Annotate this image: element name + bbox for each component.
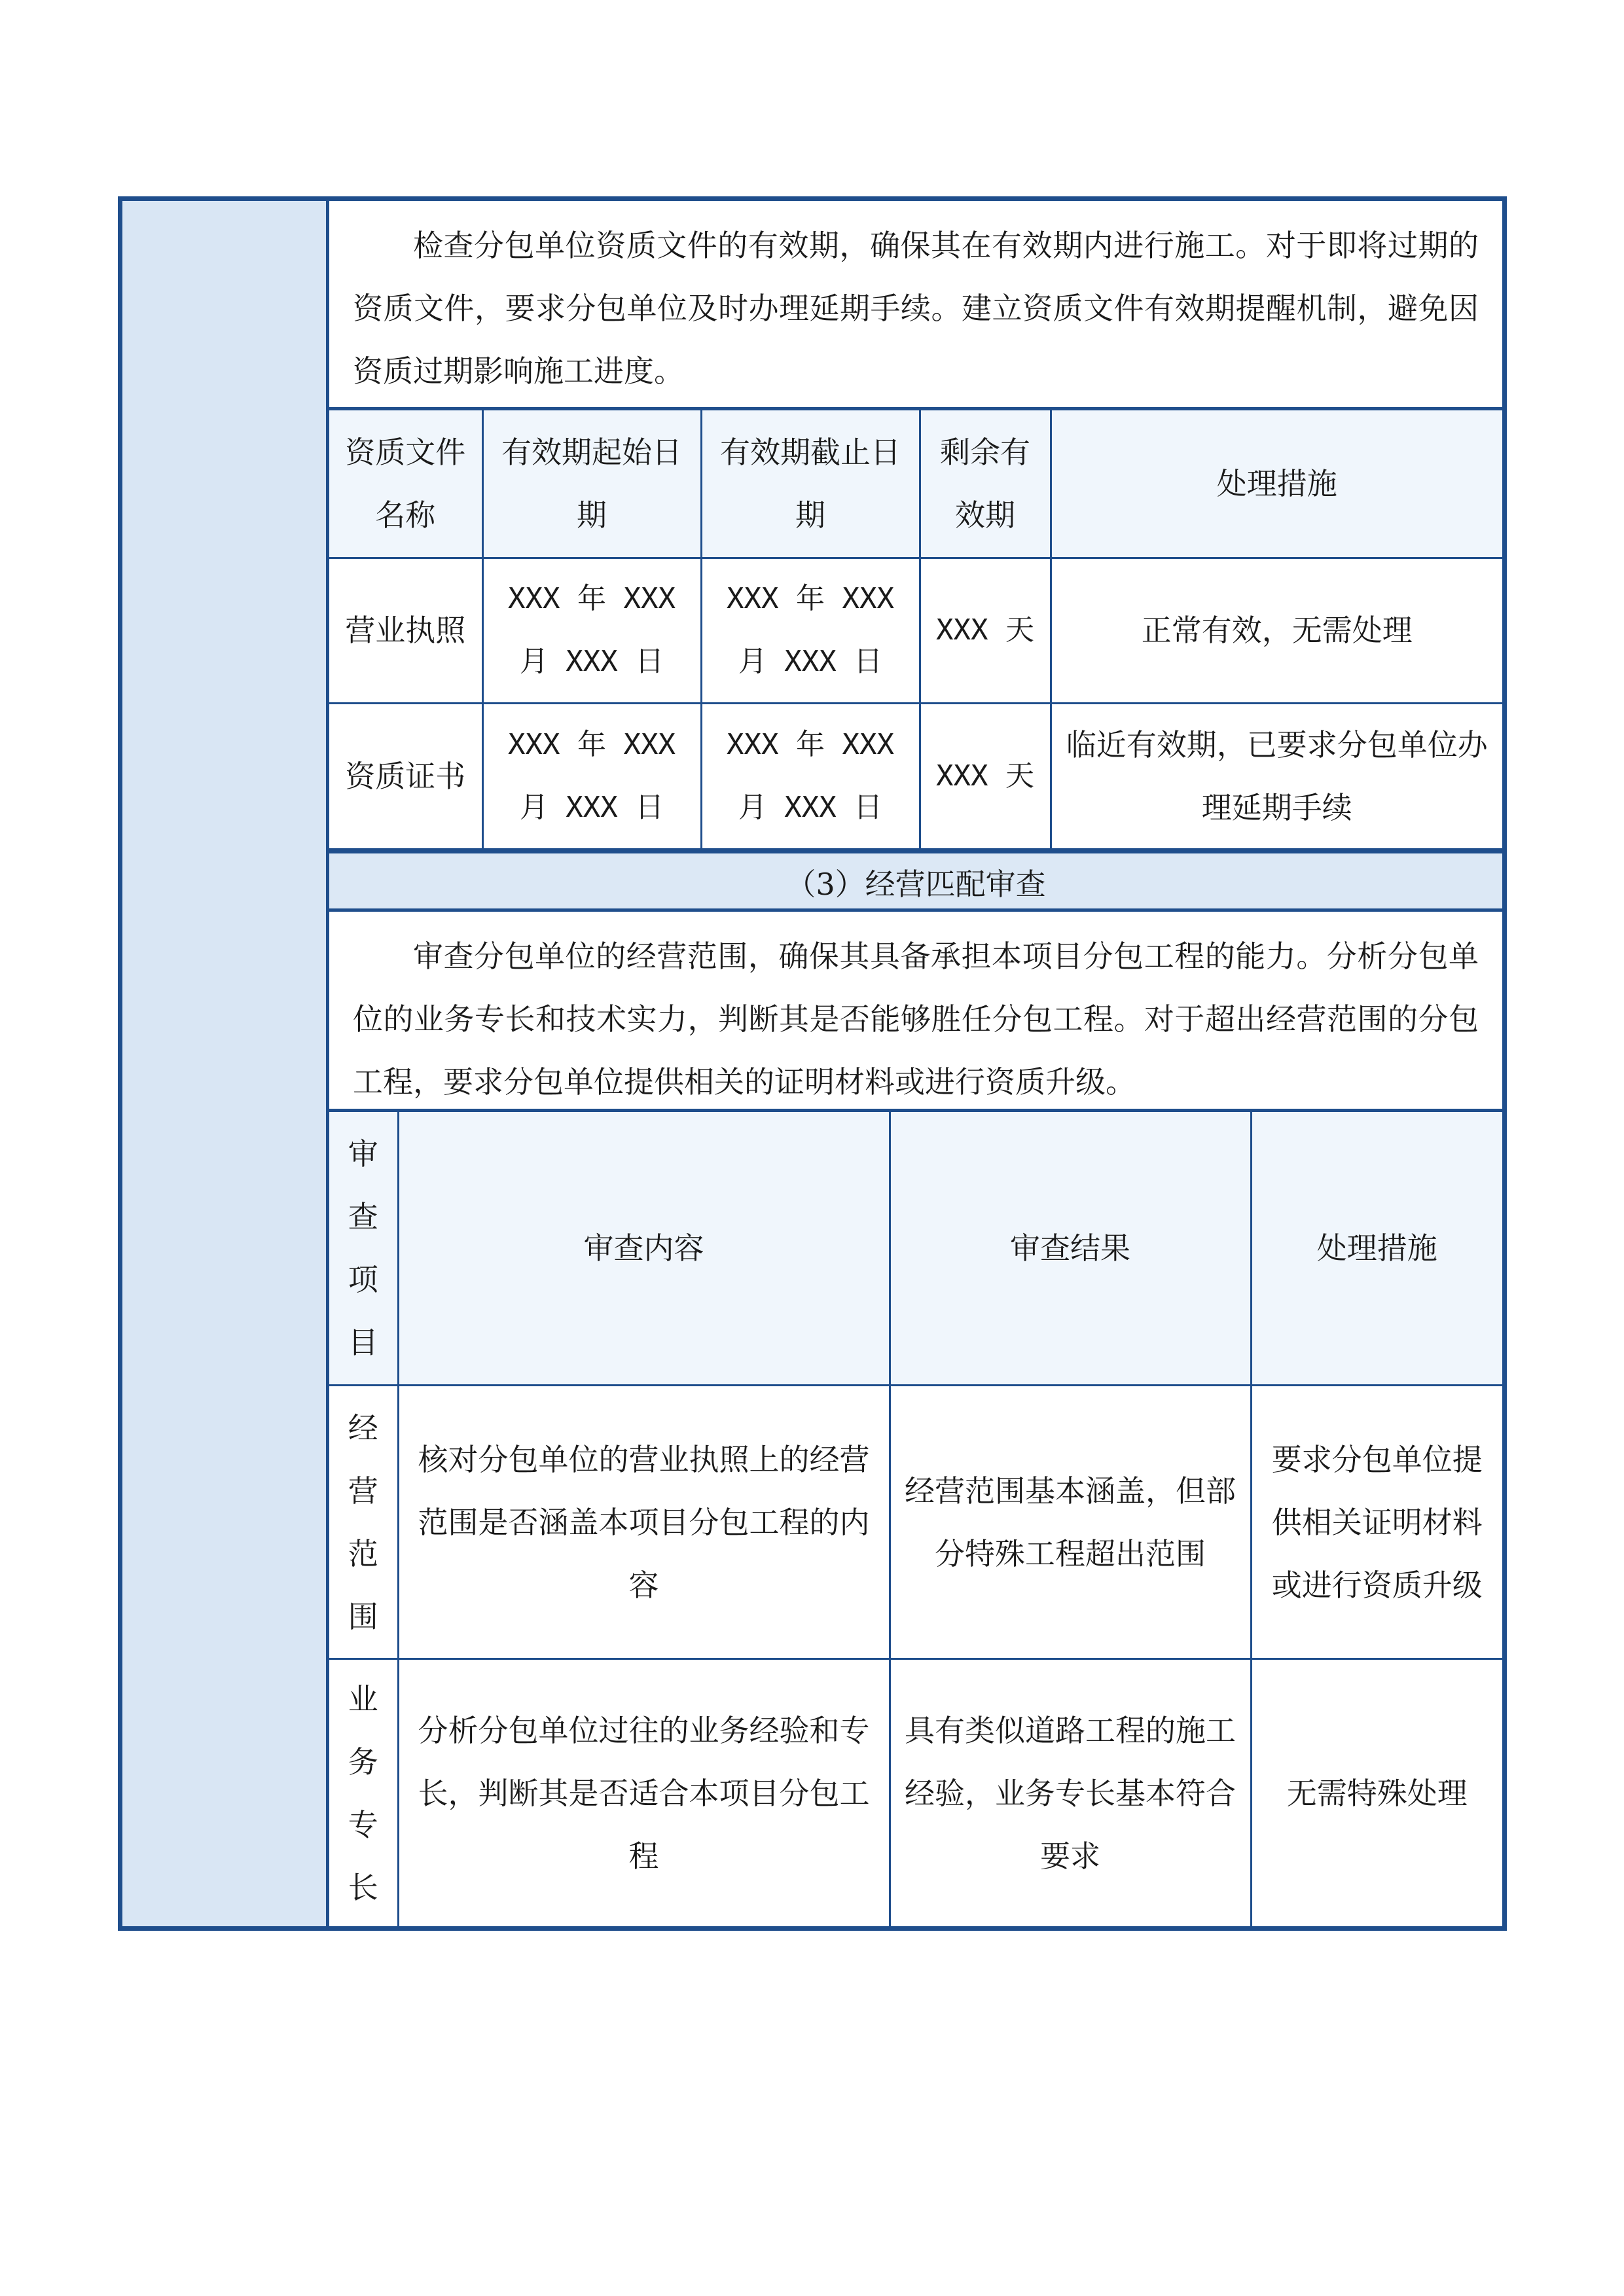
table-cell: XXX 年 XXX 月 XXX 日 bbox=[701, 703, 920, 849]
review-row bbox=[329, 1386, 1502, 1659]
review-header-cell: 审查结果 bbox=[890, 1112, 1251, 1386]
section-title: （3）经营匹配审查 bbox=[329, 850, 1502, 912]
table-cell: XXX 年 XXX 月 XXX 日 bbox=[701, 558, 920, 703]
vertical-label: 经营范围 bbox=[348, 1410, 378, 1634]
table-cell: 核对分包单位的营业执照上的经营范围是否涵盖本项目分包工程的内容 bbox=[398, 1386, 890, 1659]
review-header-row bbox=[329, 1112, 1502, 1386]
table-cell: XXX 天 bbox=[920, 558, 1051, 703]
review-header-cell: 处理措施 bbox=[1251, 1112, 1502, 1386]
table-cell: XXX 天 bbox=[920, 703, 1051, 849]
review-header-cell bbox=[329, 1112, 398, 1386]
validity-header-cell: 处理措施 bbox=[1051, 410, 1502, 558]
table-cell: 营业执照 bbox=[329, 558, 482, 703]
validity-header-cell: 剩余有效期 bbox=[920, 410, 1051, 558]
content-column bbox=[329, 201, 1502, 1926]
sidebar-column bbox=[122, 201, 329, 1926]
table-cell bbox=[329, 1659, 398, 1928]
review-table bbox=[329, 1112, 1502, 1929]
validity-header-cell: 有效期截止日期 bbox=[701, 410, 920, 558]
validity-table bbox=[329, 410, 1502, 850]
validity-header-cell: 资质文件名称 bbox=[329, 410, 482, 558]
review-header-cell: 审查内容 bbox=[398, 1112, 890, 1386]
table-cell: XXX 年 XXX 月 XXX 日 bbox=[482, 703, 701, 849]
document-frame bbox=[118, 196, 1507, 1931]
validity-header-row bbox=[329, 410, 1502, 558]
table-cell: 分析分包单位过往的业务经验和专长，判断其是否适合本项目分包工程 bbox=[398, 1659, 890, 1928]
validity-row bbox=[329, 558, 1502, 703]
table-cell: 资质证书 bbox=[329, 703, 482, 849]
review-row bbox=[329, 1659, 1502, 1928]
table-cell: 要求分包单位提供相关证明材料或进行资质升级 bbox=[1251, 1386, 1502, 1659]
section-paragraph: 审查分包单位的经营范围，确保其具备承担本项目分包工程的能力。分析分包单位的业务专长和技术实力，判断其是否能够胜任分包工程。对于超出经营范围的分包工程，要求分包单位提供相关的证明材料或进行资质升级。 bbox=[329, 912, 1502, 1112]
intro-paragraph: 检查分包单位资质文件的有效期，确保其在有效期内进行施工。对于即将过期的资质文件，要求分包单位及时办理延期手续。建立资质文件有效期提醒机制，避免因资质过期影响施工进度。 bbox=[329, 201, 1502, 410]
table-cell: 具有类似道路工程的施工经验，业务专长基本符合要求 bbox=[890, 1659, 1251, 1928]
table-cell: 经营范围基本涵盖，但部分特殊工程超出范围 bbox=[890, 1386, 1251, 1659]
vertical-label: 审查项目 bbox=[348, 1136, 378, 1360]
vertical-label: 业务专长 bbox=[348, 1681, 378, 1905]
table-cell: 无需特殊处理 bbox=[1251, 1659, 1502, 1928]
table-cell: 正常有效，无需处理 bbox=[1051, 558, 1502, 703]
validity-header-cell: 有效期起始日期 bbox=[482, 410, 701, 558]
validity-row bbox=[329, 703, 1502, 849]
table-cell: XXX 年 XXX 月 XXX 日 bbox=[482, 558, 701, 703]
table-cell bbox=[329, 1386, 398, 1659]
table-cell: 临近有效期，已要求分包单位办理延期手续 bbox=[1051, 703, 1502, 849]
